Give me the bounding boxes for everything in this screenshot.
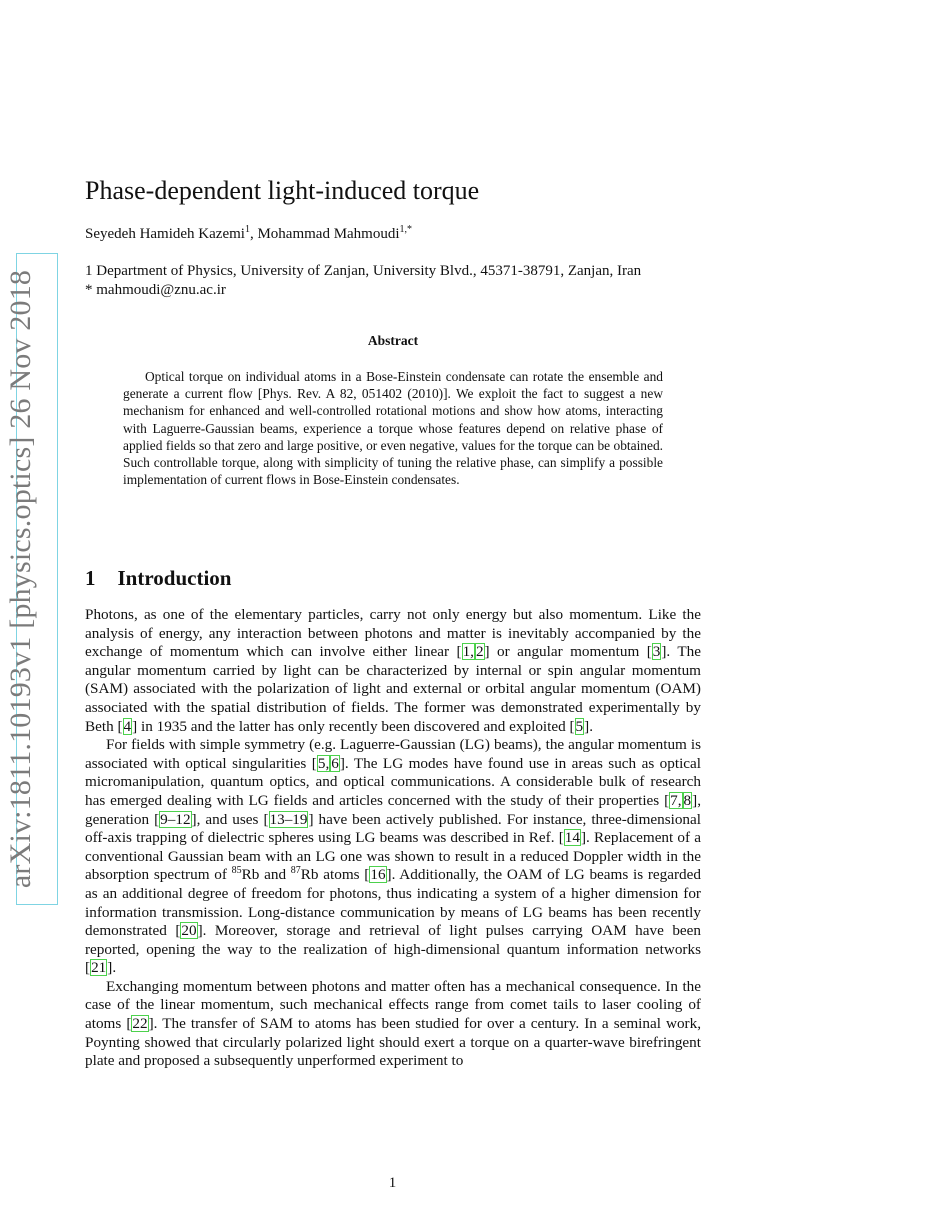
text-run: . Moreover, storage and retrieval of light pulses carrying OAM have been reported, opening the way to the realization of high-dimensional quantum information networks	[85, 922, 701, 958]
citation-link[interactable]: 6	[331, 754, 339, 772]
text-run: Rb and	[241, 866, 291, 884]
section-heading	[85, 566, 231, 591]
author-name: Mohammad Mahmoudi	[257, 226, 400, 242]
text-run: . The angular momentum carried by light can be characterized by internal or spin angular momentum (SAM) associated with the polarization of light and external or orbital angular momentum (OAM) associated with the spatial distribution of fields. The former was demonstrated experimentally by Beth	[85, 643, 701, 735]
author-affiliation-mark: 1	[244, 224, 250, 235]
citation-link[interactable]: 20	[181, 922, 197, 940]
isotope-mass-number: 85	[231, 865, 242, 877]
abstract-heading: Abstract	[367, 333, 419, 348]
text-run: . Additionally, the OAM of LG beams is regarded as an additional degree of freedom for photons, thus indicating a system of a higher dimension for information transmission. Long-distance communication by means of LG beams has been recently demonstrated	[85, 866, 701, 940]
section-title: Introduction	[117, 566, 232, 590]
affiliation-line: 1 Department of Physics, University of Zanjan, University Blvd., 45371-38791, Zanjan, Iran	[85, 263, 642, 279]
citation-link[interactable]: 21	[91, 959, 107, 977]
corresponding-email: * mahmoudi@znu.ac.ir	[85, 281, 226, 298]
citation-link[interactable]: 2	[475, 643, 484, 661]
section-number: 1	[85, 566, 96, 590]
citation-link[interactable]: 1,	[462, 643, 474, 661]
citation-link[interactable]: 22	[132, 1015, 148, 1033]
abstract-text: Optical torque on individual atoms in a Bose-Einstein condensate can rotate the ensemble and generate a current flow [Phys. Rev. A 82, 051402 (2010)]. We exploit the fact to suggest a new mechanism for enhanced and well-controlled rotational motions and show how atoms, interacting with Laguerre-Gaussian beams, experience a torque whose features depend on relative phase of applied fields so that zero and large positive, or even negative, values for the torque can be obtained. Such controllable torque, along with simplicity of tuning the relative phase, can simplify a possible implementation of current flows in Bose-Einstein condensates.	[123, 369, 663, 488]
text-run: , and uses	[196, 810, 264, 828]
citation-link[interactable]: 9–12	[160, 810, 191, 828]
affiliations	[85, 262, 685, 299]
text-run: .	[589, 717, 593, 735]
text-run: Exchanging momentum between photons and matter often has a mechanical consequence. In the case of the linear momentum, such mechanical effects range from comet tails to laser cooling of atoms	[85, 977, 701, 1033]
text-run: , generation	[85, 791, 701, 828]
text-run: or angular momentum	[489, 643, 647, 661]
text-run: have been actively published. For instance, three-dimensional off-axis trapping of dielectric spheres using LG beams was described in Ref.	[85, 810, 701, 847]
text-run: Rb atoms	[300, 866, 365, 884]
citation-link[interactable]: 7,	[670, 791, 682, 809]
citation-link[interactable]: 14	[564, 829, 580, 847]
citation-link[interactable]: 3	[652, 643, 661, 661]
text-run: Photons, as one of the elementary particles, carry not only energy but also momentum. Like the analysis of energy, any interaction between photons and matter is inevitably accompanied by the exchange of momentum which can involve either linear	[85, 606, 701, 661]
author-name: Seyedeh Hamideh Kazemi	[85, 226, 245, 242]
citation-link[interactable]: 5	[575, 717, 584, 735]
page-number: 1	[388, 1175, 397, 1191]
citation-link[interactable]: 8	[683, 791, 692, 809]
text-run: . The LG modes have found use in areas such as optical micromanipulation, quantum optics, and optical communications. A considerable bulk of research has emerged dealing with LG fields and articles concerned with the study of their properties	[85, 754, 702, 809]
body-text	[85, 606, 701, 1071]
paper-title: Phase-dependent light-induced torque	[85, 176, 480, 205]
citation-link[interactable]: 16	[370, 866, 386, 884]
arxiv-stamp: arXiv:1811.10193v1 [physics.optics] 26 Nov 2018	[4, 269, 37, 889]
text-run: For fields with simple symmetry (e.g. Laguerre-Gaussian (LG) beams), the angular momentum is associated with optical singularities	[85, 736, 701, 772]
text-run: .	[112, 959, 117, 977]
text-run: in 1935 and the latter has only recently been discovered and exploited	[137, 717, 570, 735]
isotope-mass-number: 87	[290, 865, 301, 877]
text-run: . The transfer of SAM to atoms has been studied for over a century. In a seminal work, Poynting showed that circularly polarized light should exert a torque on a quarter-wave birefringent plate and proposed a subsequently unperformed experiment to	[85, 1015, 702, 1070]
citation-link[interactable]: 5,	[317, 754, 330, 772]
citation-link[interactable]: 4	[123, 717, 132, 735]
author-separator: ,	[249, 226, 258, 242]
author-affiliation-mark: 1,*	[399, 224, 413, 235]
paragraph: For fields with simple symmetry (e.g. Laguerre-Gaussian (LG) beams), the angular momentum is associated with optical singularities [5, 6]. The LG modes have found use in areas such as optical micromanipulation, quantum optics, and optical communications. A considerable bulk of research has emerged dealing with LG fields and articles concerned with the study of their properties [7, 8], generation [9–12], and uses [13–19] have been actively published. For instance, three-dimensional off-axis trapping of dielectric spheres using LG beams was described in Ref. [14]. Replacement of a conventional Gaussian beam with an LG one was shown to result in a reduced Doppler width in the absorption spectrum of $^{85}$Rb and $^{87}$Rb atoms [16]. Additionally, the OAM of LG beams is regarded as an additional degree of freedom for photons, thus indicating a system of a higher dimension for information transmission. Long-distance communication by means of LG beams has been recently demonstrated [20]. Moreover, storage and retrieval of light pulses carrying OAM have been reported, opening the way to the realization of high-dimensional quantum information networks [21].	[85, 736, 702, 977]
paragraph: Photons, as one of the elementary particles, carry not only energy but also momentum. Like the analysis of energy, any interaction between photons and matter is inevitably accompanied by the exchange of momentum which can involve either linear [1, 2] or angular momentum [3]. The angular momentum carried by light can be characterized by internal or spin angular momentum (SAM) associated with the polarization of light and external or orbital angular momentum (OAM) associated with the spatial distribution of fields. The former was demonstrated experimentally by Beth [4] in 1935 and the latter has only recently been discovered and exploited [5].	[85, 606, 701, 735]
paragraph: Exchanging momentum between photons and matter often has a mechanical consequence. In the case of the linear momentum, such mechanical effects range from comet tails to laser cooling of atoms [22]. The transfer of SAM to atoms has been studied for over a century. In a seminal work, Poynting showed that circularly polarized light should exert a torque on a quarter-wave birefringent plate and proposed a subsequently unperformed experiment to	[85, 977, 702, 1070]
citation-link[interactable]: 13–19	[269, 810, 308, 828]
text-run: . Replacement of a conventional Gaussian beam with an LG one was shown to result in a reduced Doppler width in the absorption spectrum of	[85, 829, 701, 884]
author-list	[85, 226, 412, 243]
